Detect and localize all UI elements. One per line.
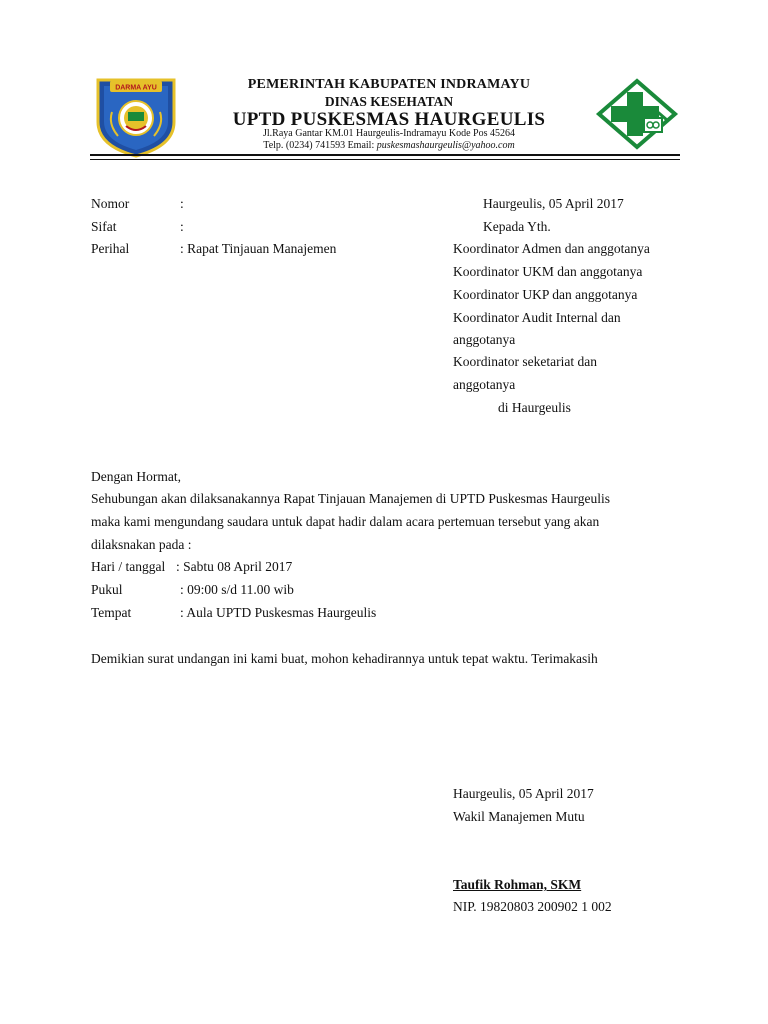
detail-label-date: Hari / tanggal <box>91 559 166 574</box>
indramayu-crest-logo <box>90 76 182 158</box>
detail-value-date: : Sabtu 08 April 2017 <box>176 559 293 574</box>
nomor-label: Nomor <box>91 196 130 211</box>
detail-label-time: Pukul <box>91 582 123 597</box>
signature-date: Haurgeulis, 05 April 2017 <box>453 786 594 801</box>
recipient-line: Koordinator Admen dan anggotanya <box>453 241 650 256</box>
body-paragraph-line: dilaksnakan pada : <box>91 537 192 552</box>
header-contact <box>190 140 588 151</box>
detail-value-place: : Aula UPTD Puskesmas Haurgeulis <box>180 605 377 620</box>
header-department-line: DINAS KESEHATAN <box>324 94 454 109</box>
sifat-value: : <box>180 219 184 234</box>
sifat-label: Sifat <box>91 219 117 234</box>
signature-title: Wakil Manajemen Mutu <box>453 809 585 824</box>
letter-date: Haurgeulis, 05 April 2017 <box>483 196 624 211</box>
greeting: Dengan Hormat, <box>91 469 181 484</box>
header-divider-thick <box>90 154 680 156</box>
body-paragraph-line: Sehubungan akan dilaksanakannya Rapat Tinjauan Manajemen di UPTD Puskesmas Haurgeulis <box>91 491 611 506</box>
signatory-name: Taufik Rohman, SKM <box>453 877 582 892</box>
header-institution-name: UPTD PUSKESMAS HAURGEULIS <box>232 109 546 130</box>
closing-sentence: Demikian surat undangan ini kami buat, mohon kehadirannya untuk tepat waktu. Terimakasih <box>91 651 598 666</box>
header-address: Jl.Raya Gantar KM.01 Haurgeulis-Indramayu Kode Pos 45264 <box>263 128 515 139</box>
recipient-location: di Haurgeulis <box>498 400 571 415</box>
nomor-value: : <box>180 196 184 211</box>
recipient-line: anggotanya <box>453 332 516 347</box>
crest-banner-text: DARMA AYU <box>115 84 157 92</box>
detail-value-time: : 09:00 s/d 11.00 wib <box>180 582 294 597</box>
signatory-nip: NIP. 19820803 200902 1 002 <box>453 899 612 914</box>
header-phone: Telp. (0234) 741593 Email: <box>263 140 377 151</box>
recipient-line: anggotanya <box>453 377 516 392</box>
recipient-line: Koordinator seketariat dan <box>453 354 597 369</box>
puskesmas-logo <box>595 78 679 150</box>
header-divider-thin <box>90 159 680 160</box>
kepada-label: Kepada Yth. <box>483 219 551 234</box>
recipient-line: Koordinator UKP dan anggotanya <box>453 287 638 302</box>
recipient-line: Koordinator Audit Internal dan <box>453 310 621 325</box>
perihal-value: : Rapat Tinjauan Manajemen <box>180 241 337 256</box>
perihal-label: Perihal <box>91 241 130 256</box>
recipient-line: Koordinator UKM dan anggotanya <box>453 264 643 279</box>
header-email: puskesmashaurgeulis@yahoo.com <box>376 140 515 151</box>
header-government-line: PEMERINTAH KABUPATEN INDRAMAYU <box>247 77 531 92</box>
body-paragraph-line: maka kami mengundang saudara untuk dapat hadir dalam acara pertemuan tersebut yang akan <box>91 514 600 529</box>
detail-label-place: Tempat <box>91 605 132 620</box>
